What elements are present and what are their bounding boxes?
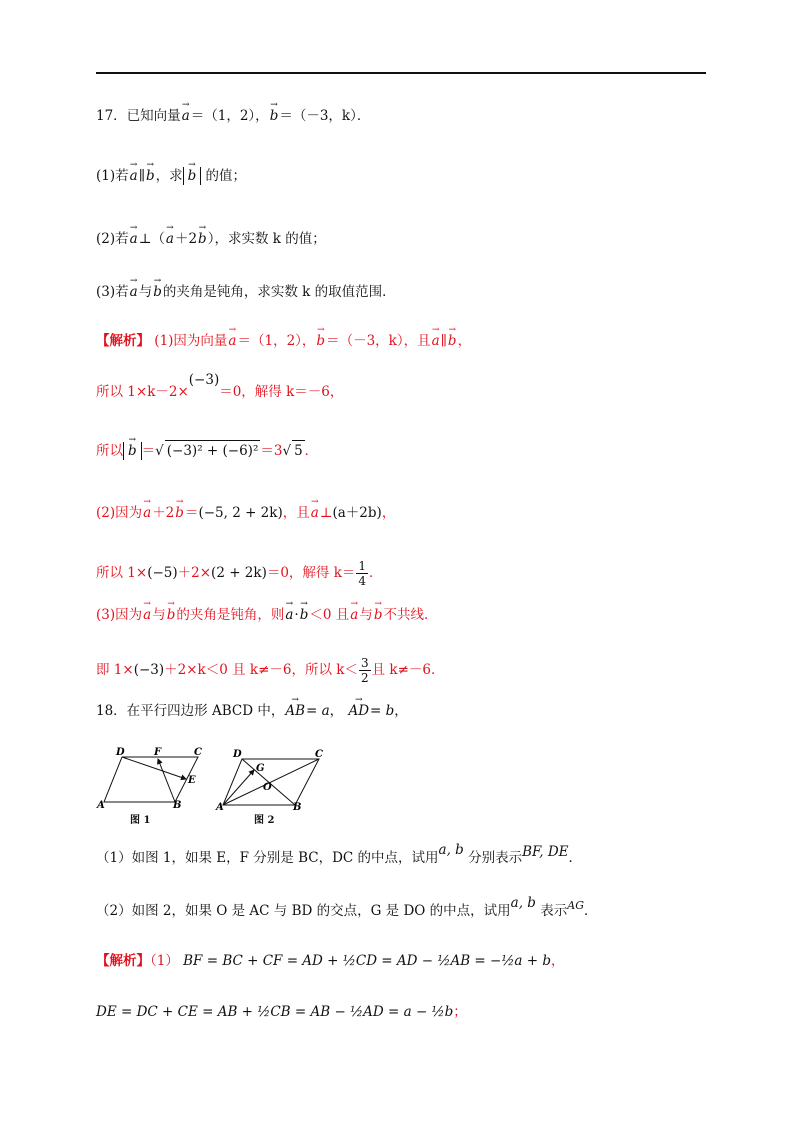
abs-b bbox=[123, 442, 142, 460]
label-d: D bbox=[233, 749, 242, 760]
vector-a: → a bbox=[227, 331, 237, 351]
vector-b: → b bbox=[197, 229, 208, 249]
formula: BF = BC + CF = AD + ½CD = AD − ½AB = −½a + b bbox=[183, 953, 552, 969]
denominator: 4 bbox=[358, 574, 367, 588]
label-g: G bbox=[256, 763, 265, 774]
vector-list: BF, DE bbox=[522, 844, 569, 860]
text: ＝（1，2）， bbox=[237, 333, 316, 349]
label-a: A bbox=[97, 800, 105, 809]
text: ，求 bbox=[155, 168, 183, 184]
vector-b: → b bbox=[187, 167, 198, 185]
text: 的夹角是钝角，则 bbox=[176, 607, 285, 623]
vector-b: → b bbox=[269, 106, 280, 126]
text: ∥ bbox=[440, 333, 447, 349]
solution-tag: 【解析】 bbox=[96, 953, 150, 969]
text: 所以 1× bbox=[96, 565, 148, 581]
text: ． bbox=[568, 850, 583, 866]
text: 的值； bbox=[205, 168, 247, 184]
denominator: 2 bbox=[360, 671, 369, 685]
text: 与 bbox=[138, 284, 153, 300]
text: = a bbox=[306, 703, 330, 719]
vector-bf bbox=[158, 759, 175, 802]
vector-b: → b bbox=[127, 442, 138, 460]
fraction bbox=[359, 656, 371, 685]
text: ， bbox=[394, 703, 408, 719]
text: (2)若 bbox=[96, 231, 129, 247]
vector-a: → a bbox=[129, 282, 139, 302]
vector-ag-label: AG bbox=[567, 899, 584, 912]
vector-ag bbox=[223, 770, 254, 805]
figure-1 bbox=[96, 747, 206, 809]
label-c: C bbox=[194, 747, 202, 758]
vector-a: → a bbox=[310, 503, 320, 523]
text: 不共线． bbox=[383, 607, 438, 623]
text: ＝ bbox=[184, 505, 199, 521]
vector-a: → a bbox=[129, 229, 139, 249]
sqrt-term: (−3)² + (−6)² bbox=[165, 440, 261, 461]
text: ， bbox=[381, 505, 396, 521]
math-term: (a＋2b) bbox=[332, 505, 382, 521]
text: · bbox=[294, 607, 299, 623]
text: 与 bbox=[152, 607, 166, 623]
label-a: A bbox=[216, 802, 224, 811]
sol17-line4 bbox=[96, 503, 710, 523]
math-term: (2 + 2k) bbox=[211, 565, 267, 581]
text: ， bbox=[329, 703, 344, 719]
q17-part2 bbox=[96, 229, 710, 249]
text: 17．已知向量 bbox=[96, 108, 181, 124]
text: (3)因为 bbox=[96, 607, 143, 623]
text: ∥ bbox=[138, 168, 145, 184]
text: ＝3 bbox=[260, 443, 283, 459]
figure-1-diagram bbox=[96, 747, 206, 809]
text: ＝ bbox=[141, 443, 156, 459]
figure-2-caption: 图 2 bbox=[254, 815, 275, 826]
text: ⊥ bbox=[319, 505, 333, 521]
text: (1)因为向量 bbox=[154, 333, 228, 349]
vector-b: → b bbox=[299, 605, 310, 625]
text: ＝（－3，k），且 bbox=[326, 333, 431, 349]
text: ＋2 bbox=[174, 231, 198, 247]
sol17-line7 bbox=[96, 656, 710, 685]
sol17-line2 bbox=[96, 372, 710, 402]
header-rule bbox=[96, 72, 706, 74]
label-b: B bbox=[173, 800, 182, 809]
sol18-line2 bbox=[96, 1002, 710, 1022]
sol17-line5 bbox=[96, 559, 710, 588]
figure-1-caption: 图 1 bbox=[130, 815, 151, 826]
vector-a: → a bbox=[142, 503, 152, 523]
vector-a: → a bbox=[284, 605, 294, 625]
vector-a: → a bbox=[129, 166, 139, 186]
vector-ad: → AD bbox=[347, 701, 370, 721]
solution-tag: 【解析】 bbox=[96, 333, 150, 349]
text: ，且 bbox=[282, 505, 310, 521]
math-term: (−3) bbox=[188, 372, 220, 388]
numerator: 1 bbox=[358, 559, 367, 573]
abs-b bbox=[183, 167, 202, 185]
figure-2 bbox=[214, 747, 332, 811]
text: 所以 bbox=[96, 443, 123, 459]
text: ＋2 bbox=[152, 505, 175, 521]
text: ＝0，解得 k＝ bbox=[266, 565, 356, 581]
text: ＝0，解得 k＝－6， bbox=[219, 384, 344, 400]
fraction bbox=[356, 559, 368, 588]
text: = b bbox=[370, 703, 395, 719]
text: ； bbox=[453, 1004, 467, 1020]
math-term: (−5, 2 + 2k) bbox=[198, 505, 283, 521]
text: ＝（－3，k）． bbox=[279, 108, 371, 124]
text: 的夹角是钝角，求实数 k 的取值范围． bbox=[162, 284, 396, 300]
vector-b: → b bbox=[174, 503, 185, 523]
sol17-line6 bbox=[96, 605, 710, 625]
text: (1)若 bbox=[96, 168, 129, 184]
text: 分别表示 bbox=[468, 850, 523, 866]
text: ＋2× bbox=[177, 565, 212, 581]
vector-pair: a, b bbox=[510, 895, 536, 911]
text: (2)因为 bbox=[96, 505, 143, 521]
label-b: B bbox=[293, 802, 302, 811]
vector-pair: a, b bbox=[438, 842, 464, 858]
text: ＝（1，2）， bbox=[190, 108, 269, 124]
sol18-line1 bbox=[96, 951, 710, 971]
formula: DE = DC + CE = AB + ½CB = AB − ½AD = a − ½b bbox=[96, 1004, 454, 1020]
q18-part2 bbox=[96, 895, 710, 922]
text: ． bbox=[369, 565, 383, 581]
sol17-line1 bbox=[96, 331, 710, 351]
vector-b: → b bbox=[373, 605, 384, 625]
math-term: (−5) bbox=[147, 565, 178, 581]
vector-b: → b bbox=[447, 331, 458, 351]
text: ， bbox=[457, 333, 472, 349]
text: ⊥（ bbox=[138, 231, 165, 247]
vector-b: → b bbox=[152, 282, 163, 302]
q17-part3 bbox=[96, 282, 710, 302]
sol17-line3: 所以→ b ＝√ (−3)² + (−6)² ＝3√ 5 ． bbox=[96, 440, 710, 461]
sqrt-term: 5 bbox=[292, 440, 305, 461]
numerator: 3 bbox=[360, 656, 369, 670]
text: 表示 bbox=[540, 903, 568, 919]
q17-part1 bbox=[96, 166, 710, 186]
text: ＜0 且 bbox=[309, 607, 350, 623]
q18-stem bbox=[96, 701, 710, 721]
vector-b: → b bbox=[166, 605, 177, 625]
vector-a: → a bbox=[142, 605, 152, 625]
figure-2-diagram bbox=[214, 747, 332, 811]
text: ＋2×k＜0 且 k≠－6，所以 k＜ bbox=[164, 662, 358, 678]
parallelogram bbox=[104, 757, 198, 802]
text: （2）如图 2，如果 O 是 AC 与 BD 的交点，G 是 DO 的中点，试用 bbox=[96, 903, 511, 919]
text: （1）如图 1，如果 E，F 分别是 BC，DC 的中点，试用 bbox=[96, 850, 439, 866]
vector-b: → b bbox=[145, 166, 156, 186]
text: (3)若 bbox=[96, 284, 129, 300]
text: （1） bbox=[150, 953, 179, 969]
label-d: D bbox=[116, 747, 125, 758]
label-c: C bbox=[315, 749, 323, 760]
vector-a: → a bbox=[181, 106, 191, 126]
q17-stem bbox=[96, 106, 710, 126]
text: 所以 1×k－2× bbox=[96, 384, 189, 400]
vector-b: → b bbox=[315, 331, 326, 351]
text: 18．在平行四边形 ABCD 中， bbox=[96, 703, 285, 719]
math-term: (−3) bbox=[133, 662, 165, 678]
label-e: E bbox=[188, 775, 196, 786]
vector-a: → a bbox=[431, 331, 441, 351]
text: 且 k≠－6． bbox=[371, 662, 445, 678]
vector-de bbox=[122, 757, 186, 779]
label-f: F bbox=[154, 747, 162, 758]
text: 即 1× bbox=[96, 662, 134, 678]
text: ， bbox=[551, 953, 565, 969]
label-o: O bbox=[263, 782, 272, 793]
text: ），求实数 k 的值； bbox=[207, 231, 326, 247]
text: 与 bbox=[359, 607, 373, 623]
q18-part1 bbox=[96, 842, 710, 868]
text: ． bbox=[304, 443, 319, 459]
text: ． bbox=[583, 903, 598, 919]
vector-ab: → AB bbox=[284, 701, 306, 721]
vector-a: → a bbox=[349, 605, 359, 625]
vector-a: → a bbox=[165, 229, 175, 249]
